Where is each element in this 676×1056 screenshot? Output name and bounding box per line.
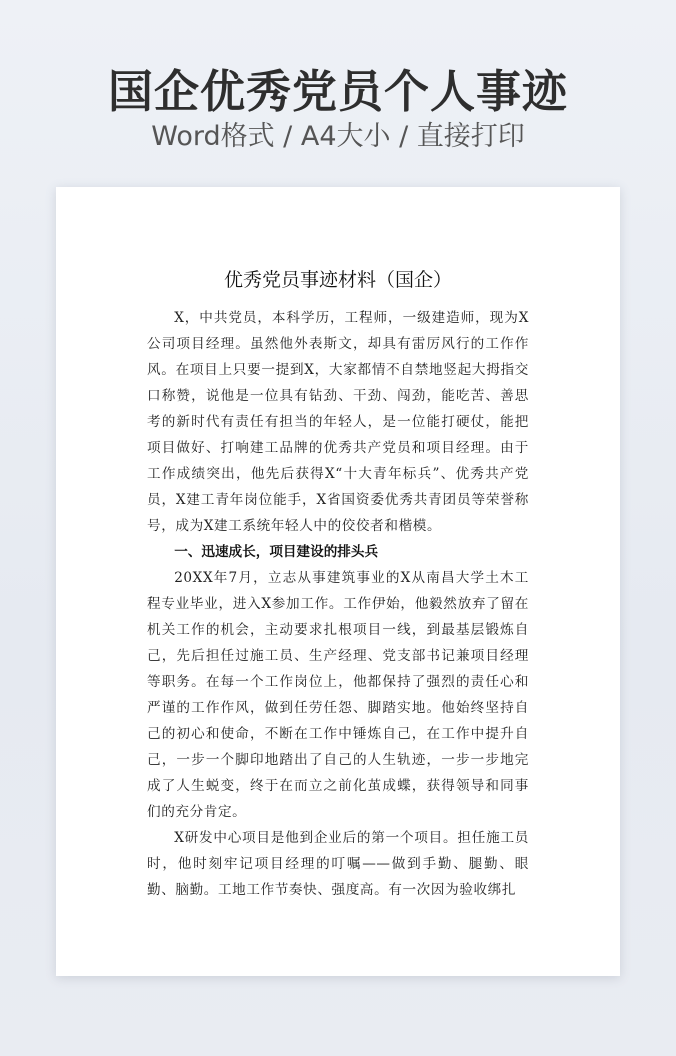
paragraph-intro: X，中共党员，本科学历，工程师，一级建造师，现为X公司项目经理。虽然他外表斯文，却具有雷厉风行的工作作风。在项目上只要一提到X，大家都情不自禁地竖起大拇指交口称赞，说他是一位具有钻劲、干劲、闯劲，能吃苦、善思考的新时代有责任有担当的年轻人，是一位能打硬仗，能把项目做好、打响建工品牌的优秀共产党员和项目经理。由于工作成绩突出，他先后获得X“十大青年标兵”、优秀共产党员，X建工青年岗位能手，X省国资委优秀共青团员等荣誉称号，成为X建工系统年轻人中的佼佼者和楷模。 — [147, 310, 529, 534]
section-heading: 一、迅速成长，项目建设的排头兵 — [174, 544, 379, 560]
document-title: 优秀党员事迹材料（国企） — [223, 269, 452, 291]
paragraph-first-project: X研发中心项目是他到企业后的第一个项目。担任施工员时，他时刻牢记项目经理的叮嘱——做到手勤、腿勤、眼勤、脑勤。工地工作节奏快、强度高。有一次因为验收绑扎 — [147, 830, 529, 898]
document-page — [56, 187, 620, 976]
banner-subtitle: Word格式 / A4大小 / 直接打印 — [151, 121, 525, 152]
document-body — [147, 305, 529, 903]
paragraph-growth: 20XX年7月，立志从事建筑事业的X从南昌大学土木工程专业毕业，进入X参加工作。工作伊始，他毅然放弃了留在机关工作的机会，主动要求扎根项目一线，到最基层锻炼自己，先后担任过施工员、生产经理、党支部书记兼项目经理等职务。在每一个工作岗位上，他都保持了强烈的责任心和严谨的工作作风，做到任劳任怨、脚踏实地。他始终坚持自己的初心和使命，不断在工作中锤炼自己，在工作中提升自己，一步一个脚印地踏出了自己的人生轨迹，一步一步地完成了人生蜕变，终于在而立之前化茧成蝶，获得领导和同事们的充分肯定。 — [147, 570, 529, 820]
banner-title: 国企优秀党员个人事迹 — [107, 65, 568, 118]
